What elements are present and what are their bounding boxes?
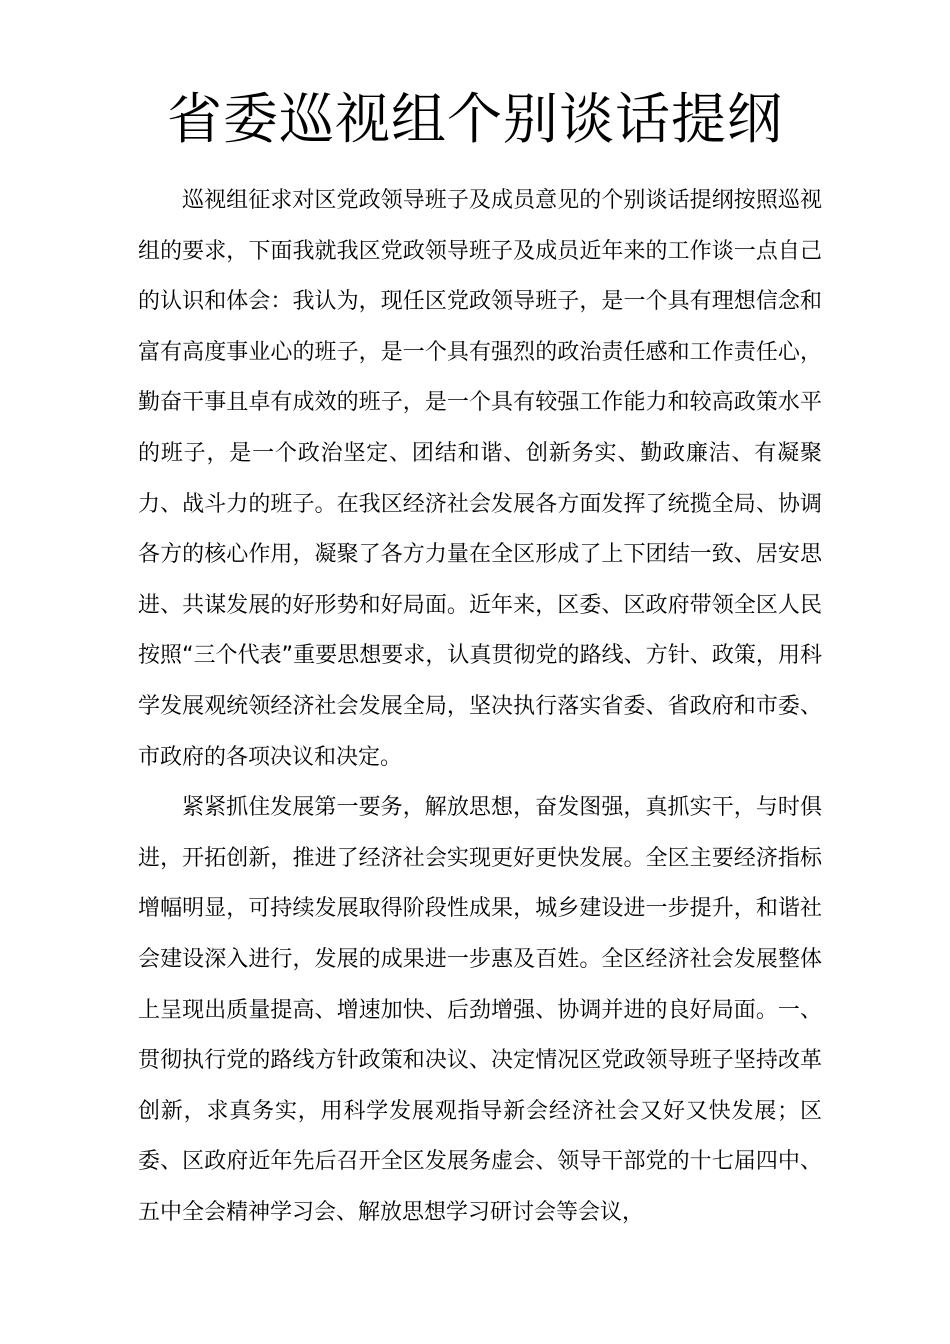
body-paragraph-2: 紧紧抓住发展第一要务，解放思想，奋发图强，真抓实干，与时俱进，开拓创新，推进了经济社会实现更好更快发展。全区主要经济指标增幅明显，可持续发展取得阶段性成果，城乡建设进一步提升，和谐社会建设深入进行，发展的成果进一步惠及百姓。全区经济社会发展整体上呈现出质量提高、增速加快、后劲增强、协调并进的良好局面。一、贯彻执行党的路线方针政策和决议、决定情况区党政领导班子坚持改革创新，求真务实，用科学发展观指导新会经济社会又好又快发展；区委、区政府近年先后召开全区发展务虚会、领导干部党的十七届四中、五中全会精神学习会、解放思想学习研讨会等会议， <box>138 795 822 1225</box>
document-body <box>138 176 822 1238</box>
document-title: 省委巡视组个别谈话提纲 <box>166 87 783 151</box>
body-paragraph-1: 巡视组征求对区党政领导班子及成员意见的个别谈话提纲按照巡视组的要求，下面我就我区党政领导班子及成员近年来的工作谈一点自己的认识和体会：我认为，现任区党政领导班子，是一个具有理想信念和富有高度事业心的班子，是一个具有强烈的政治责任感和工作责任心，勤奋干事且卓有成效的班子，是一个具有较强工作能力和较高政策水平的班子，是一个政治坚定、团结和谐、创新务实、勤政廉洁、有凝聚力、战斗力的班子。在我区经济社会发展各方面发挥了统揽全局、协调各方的核心作用，凝聚了各方力量在全区形成了上下团结一致、居安思进、共谋发展的好形势和好局面。近年来，区委、区政府带领全区人民按照“三个代表”重要思想要求，认真贯彻党的路线、方针、政策，用科学发展观统领经济社会发展全局，坚决执行落实省委、省政府和市委、市政府的各项决议和决定。 <box>138 188 822 770</box>
